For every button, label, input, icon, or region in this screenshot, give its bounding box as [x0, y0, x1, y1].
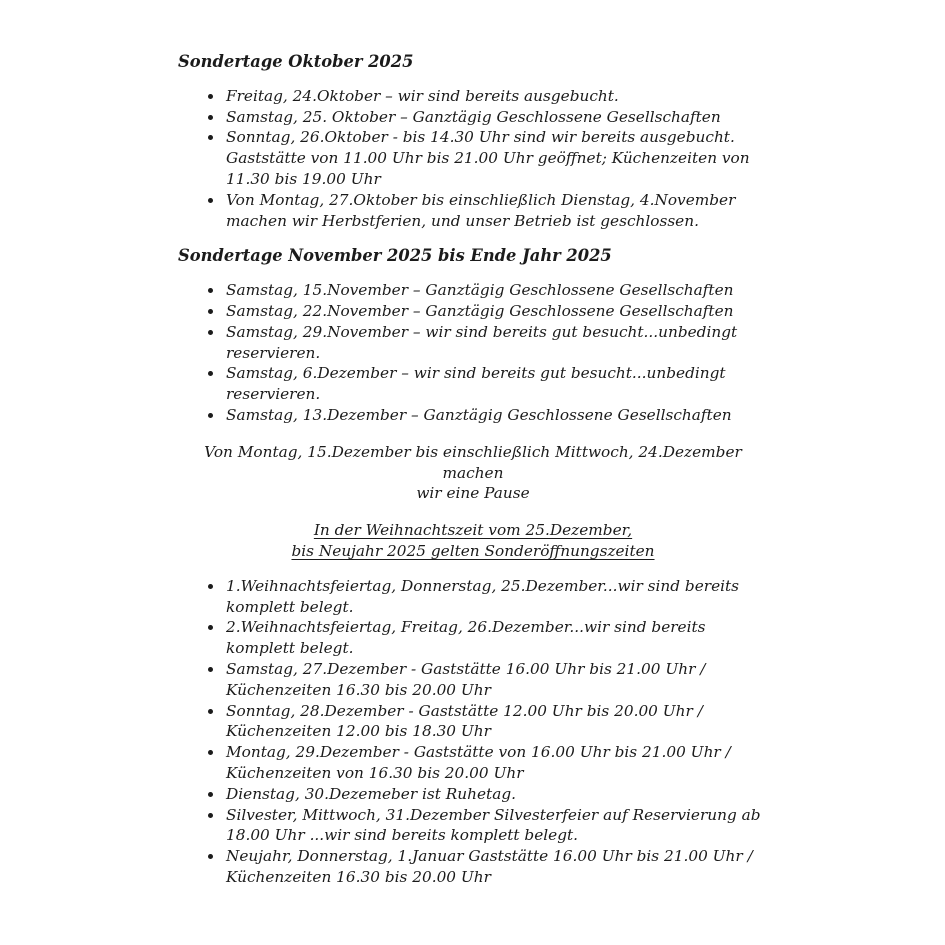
- paragraph-line: In der Weihnachtszeit vom 25.Dezember,: [313, 521, 633, 540]
- list-item: • Neujahr, Donnerstag, 1.Januar Gaststätte 16.00 Uhr bis 21.00 Uhr / Küchenzeiten 16.30 bis 20.00 Uhr: [224, 846, 768, 888]
- bullet-list: [178, 280, 768, 426]
- list-item: • Silvester, Mittwoch, 31.Dezember Silvesterfeier auf Reservierung ab 18.00 Uhr ...wir sind bereits komplett belegt.: [224, 805, 768, 847]
- bullet-list: [178, 576, 768, 888]
- centered-underlined-paragraph: [178, 520, 768, 562]
- document-content: [178, 52, 768, 902]
- paragraph-line: Von Montag, 15.Dezember bis einschließlich Mittwoch, 24.Dezember machen: [204, 442, 742, 482]
- list-item: • Sonntag, 26.Oktober - bis 14.30 Uhr sind wir bereits ausgebucht. Gaststätte von 11.00 Uhr bis 21.00 Uhr geöffnet; Küchenzeiten von 11.30 bis 19.00 Uhr: [224, 127, 768, 189]
- list-item: • Samstag, 25. Oktober – Ganztägig Geschlossene Gesellschaften: [224, 107, 768, 128]
- bullet-list: [178, 86, 768, 232]
- centered-paragraph: [178, 442, 768, 504]
- section-heading: Sondertage November 2025 bis Ende Jahr 2025: [178, 246, 612, 266]
- paragraph-line: bis Neujahr 2025 gelten Sonderöffnungszeiten: [291, 541, 655, 560]
- list-item: • Sonntag, 28.Dezember - Gaststätte 12.00 Uhr bis 20.00 Uhr / Küchenzeiten 12.00 bis 18.30 Uhr: [224, 701, 768, 743]
- list-item: • Von Montag, 27.Oktober bis einschließlich Dienstag, 4.November machen wir Herbstferien, und unser Betrieb ist geschlossen.: [224, 190, 768, 232]
- list-item: • Montag, 29.Dezember - Gaststätte von 16.00 Uhr bis 21.00 Uhr / Küchenzeiten von 16.30 bis 20.00 Uhr: [224, 742, 768, 784]
- paragraph-line: wir eine Pause: [416, 484, 530, 503]
- list-item: • Freitag, 24.Oktober – wir sind bereits ausgebucht.: [224, 86, 768, 107]
- list-item: • Samstag, 27.Dezember - Gaststätte 16.00 Uhr bis 21.00 Uhr / Küchenzeiten 16.30 bis 20.00 Uhr: [224, 659, 768, 701]
- list-item: • Samstag, 6.Dezember – wir sind bereits gut besucht...unbedingt reservieren.: [224, 363, 768, 405]
- list-item: • Samstag, 22.November – Ganztägig Geschlossene Gesellschaften: [224, 301, 768, 322]
- list-item: • 2.Weihnachtsfeiertag, Freitag, 26.Dezember...wir sind bereits komplett belegt.: [224, 617, 768, 659]
- list-item: • 1.Weihnachtsfeiertag, Donnerstag, 25.Dezember...wir sind bereits komplett belegt.: [224, 576, 768, 618]
- list-item: • Samstag, 15.November – Ganztägig Geschlossene Gesellschaften: [224, 280, 768, 301]
- list-item: • Dienstag, 30.Dezemeber ist Ruhetag.: [224, 784, 768, 805]
- section-heading: Sondertage Oktober 2025: [178, 52, 414, 71]
- list-item: • Samstag, 13.Dezember – Ganztägig Geschlossene Gesellschaften: [224, 405, 768, 426]
- list-item: • Samstag, 29.November – wir sind bereits gut besucht...unbedingt reservieren.: [224, 322, 768, 364]
